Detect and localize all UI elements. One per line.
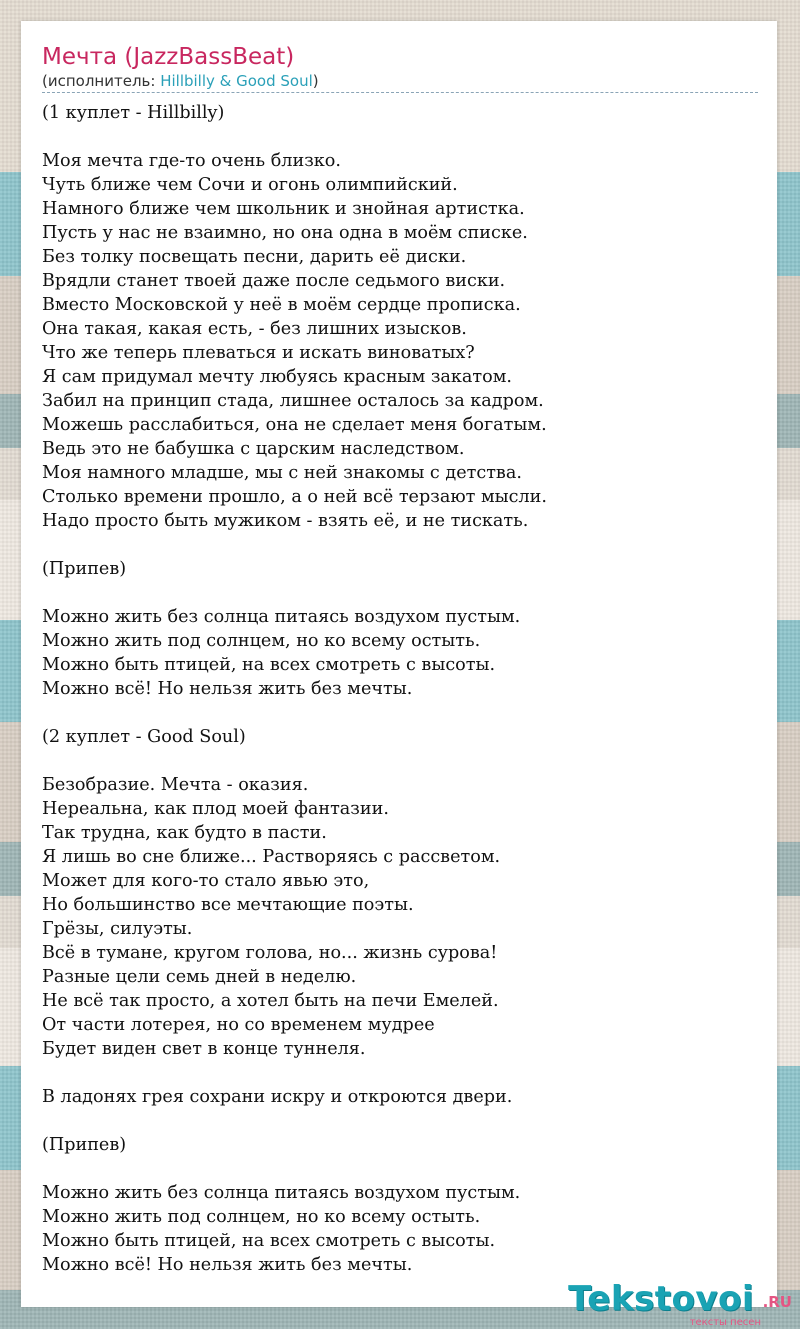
artist-prefix: (исполнитель: <box>42 72 161 90</box>
logo-domain: .RU <box>762 1293 792 1311</box>
lyrics-card <box>21 21 777 1307</box>
logo-subtitle: тексты песен <box>689 1317 761 1328</box>
song-title: Мечта (JazzBassBeat) <box>42 44 295 70</box>
site-logo[interactable] <box>568 1279 792 1329</box>
lyrics-text: (1 куплет - Hillbilly) Моя мечта где-то очень близко. Чуть ближе чем Сочи и огонь олимпийский. Намного ближе чем школьник и знойная артистка. Пусть у нас не взаимно, но она одна в моём списке. Без толку посвещать песни, дарить её диски. Врядли станет твоей даже после седьмого виски. Вместо Московской у неё в моём сердце прописка. Она такая, какая есть, - без лишних изысков. Что же теперь плеваться и искать виноватых? Я сам придумал мечту любуясь красным закатом. Забил на принцип стада, лишнее осталось за кадром. Можешь расслабиться, она не сделает меня богатым. Ведь это не бабушка с царским наследством. Моя намного младше, мы с ней знакомы с детства. Столько времени прошло, а о ней всё терзают мысли. Надо просто быть мужиком - взять её, и не тискать. (Припев) Можно жить без солнца питаясь воздухом пустым. Можно жить под солнцем, но ко всему остыть. Можно быть птицей, на всех смотреть с высоты. Можно всё! Но нельзя жить без мечты. (2 куплет - Good Soul) Безобразие. Мечта - оказия. Нереальна, как плод моей фантазии. Так трудна, как будто в пасти. Я лишь во сне ближе... Растворяясь с рассветом. Может для кого-то стало явью это, Но большинство все мечтающие поэты. Грёзы, силуэты. Всё в тумане, кругом голова, но... жизнь сурова! Разные цели семь дней в неделю. Не всё так просто, а хотел быть на печи Емелей. От части лотерея, но со временем мудрее Будет виден свет в конце туннеля. В ладонях грея сохрани искру и откроются двери. (Припев) Можно жить без солнца питаясь воздухом пустым. Можно жить под солнцем, но ко всему остыть. Можно быть птицей, на всех смотреть с высоты. Можно всё! Но нельзя жить без мечты. <box>42 103 547 1275</box>
artist-line <box>42 72 758 93</box>
artist-link[interactable]: Hillbilly & Good Soul <box>160 72 313 90</box>
logo-wordmark: Tekstovoi <box>568 1279 754 1319</box>
artist-suffix: ) <box>312 72 319 90</box>
